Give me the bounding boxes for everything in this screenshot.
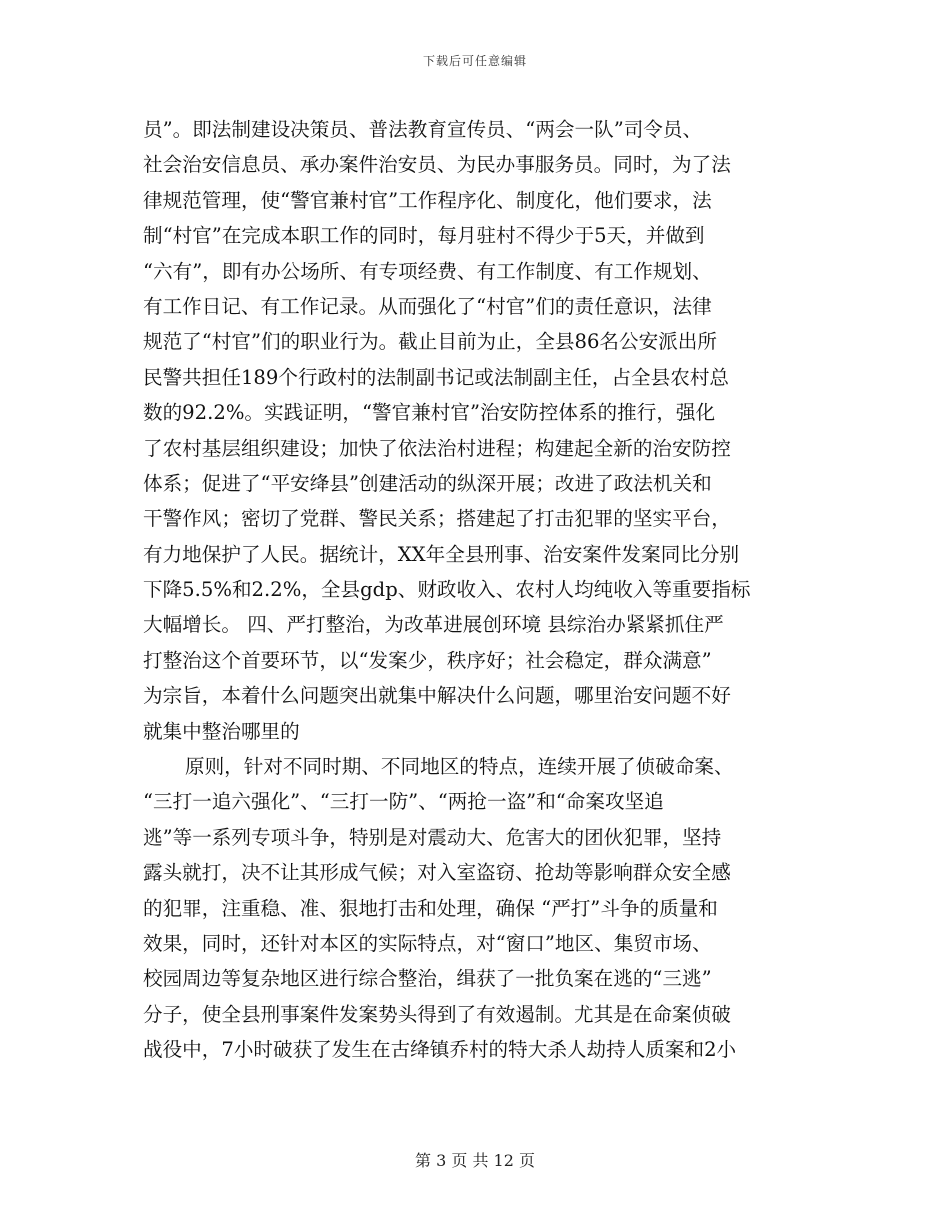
text-line: 数的92.2%。实践证明，“警官兼村官”治安防控体系的推行，强化 [143,401,716,425]
text-line: 规范了“村官”们的职业行为。截止目前为止，全县86名公安派出所 [143,330,717,354]
text-line: 分子，使全县刑事案件发案势头得到了有效遏制。尤其是在命案侦破 [143,1002,731,1026]
text-line: 战役中，7小时破获了发生在古绛镇乔村的特大杀人劫持人质案和2小 [143,1038,737,1062]
text-line: 民警共担任189个行政村的法制副书记或法制副主任，占全县农村总 [143,365,730,389]
text-line: “六有”，即有办公场所、有专项经费、有工作制度、有工作规划、 [143,259,712,283]
text-line: 员”。即法制建设决策员、普法教育宣传员、“两会一队”司令员、 [143,118,703,141]
text-line: 就集中整治哪里的 [143,719,300,743]
text-line: 露头就打，决不让其形成气候；对入室盗窃、抢劫等影响群众安全感 [143,861,731,885]
text-line: 有力地保护了人民。据统计，XX年全县刑事、治安案件发案同比分别 [143,542,740,566]
text-line: 为宗旨，本着什么问题突出就集中解决什么问题，哪里治安问题不好 [143,684,731,708]
text-line: 打整治这个首要环节，以“发案少，秩序好；社会稳定，群众满意” [143,648,712,672]
text-line: “三打一追六强化”、“三打一防”、“两抢一盗”和“命案攻坚追 [143,790,664,814]
text-line: 有工作日记、有工作记录。从而强化了“村官”们的责任意识，法律 [143,294,712,318]
page-header: 下载后可任意编辑 [422,54,527,68]
text-line: 干警作风；密切了党群、警民关系；搭建起了打击犯罪的坚实平台， [143,507,731,531]
text-line: 大幅增长。 四、严打整治，为改革进展创环境 县综治办紧紧抓住严 [143,613,724,637]
text-line: 校园周边等复杂地区进行综合整治，缉获了一批负案在逃的“三逃” [143,967,712,991]
paragraph-start-line: 原则，针对不同时期、不同地区的特点，连续开展了侦破命案、 [185,755,734,779]
page-footer: 第 3 页 共 12 页 [415,1151,535,1170]
text-line: 了农村基层组织建设；加快了依法治村进程；构建起全新的治安防控 [143,436,731,460]
document-body [143,112,808,1068]
text-line: 的犯罪，注重稳、准、狠地打击和处理，确保 “严打”斗争的质量和 [143,896,718,920]
text-line: 逃”等一系列专项斗争，特别是对震动大、危害大的团伙犯罪，坚持 [143,825,722,849]
text-line: 效果，同时，还针对本区的实际特点，对“窗口”地区、集贸市场、 [143,931,712,955]
text-line: 社会治安信息员、承办案件治安员、为民办事服务员。同时，为了法 [143,153,731,177]
text-line: 体系；促进了“平安绛县”创建活动的纵深开展；改进了政法机关和 [143,471,712,495]
text-line: 律规范管理，使“警官兼村官”工作程序化、制度化，他们要求，法 [143,188,712,212]
text-line: 制“村官”在完成本职工作的同时，每月驻村不得少于5天，并做到 [143,224,705,248]
text-line: 下降5.5%和2.2%，全县gdp、财政收入、农村人均纯收入等重要指标 [143,578,751,602]
